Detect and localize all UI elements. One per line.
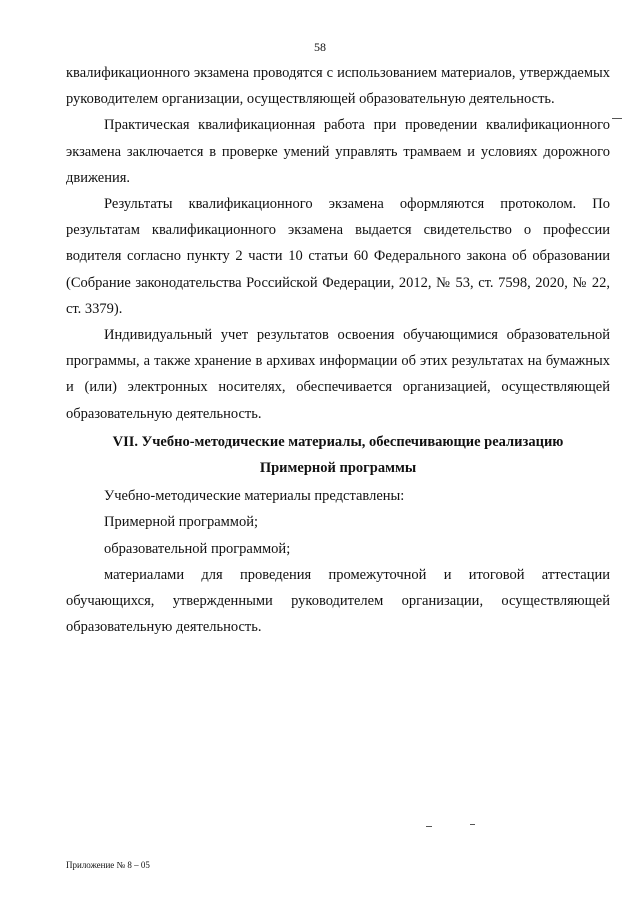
- paragraph-continuation: квалификационного экзамена проводятся с использованием материалов, утверждаемых руководителем организации, осуществляющей образовательную деятельность.: [66, 65, 610, 108]
- scan-speck: [470, 824, 475, 825]
- section-heading-subtitle: Примерной программы: [259, 460, 417, 477]
- scan-speck: [612, 118, 622, 119]
- section-heading: VII. Учебно-методические материалы, обеспечивающие реализацию: [112, 433, 564, 450]
- section-intro: Учебно-методические материалы представлены:: [104, 488, 405, 505]
- paragraph-individual-record: Индивидуальный учет результатов освоения обучающимися образовательной программы, а также хранение в архивах информации об этих результатах на бумажных и (или) электронных носителях, обеспечивается организацией, осуществляющей образовательную деятельность.: [66, 327, 610, 422]
- scan-speck: [426, 826, 432, 827]
- paragraph-practical-work: Практическая квалификационная работа при проведении квалификационного экзамена заключается в проверке умений управлять трамваем и условиях дорожного движения.: [66, 117, 610, 186]
- paragraph-exam-results: Результаты квалификационного экзамена оформляются протоколом. По результатам квалификационного экзамена выдается свидетельство о профессии водителя согласно пункту 2 части 10 статьи 60 Федерального закона об образовании (Собрание законодательства Российской Федерации, 2012, № 53, ст. 7598, 2020, № 22, ст. 3379).: [66, 196, 610, 317]
- list-item: материалами для проведения промежуточной и итоговой аттестации обучающихся, утвержденными руководителем организации, осуществляющей образовательную деятельность.: [66, 566, 610, 636]
- list-item: Примерной программой;: [104, 514, 259, 531]
- list-item: образовательной программой;: [104, 540, 291, 557]
- page-number: 58: [314, 40, 326, 54]
- footer-appendix-label: Приложение № 8 – 05: [66, 860, 150, 870]
- document-body: [66, 60, 610, 640]
